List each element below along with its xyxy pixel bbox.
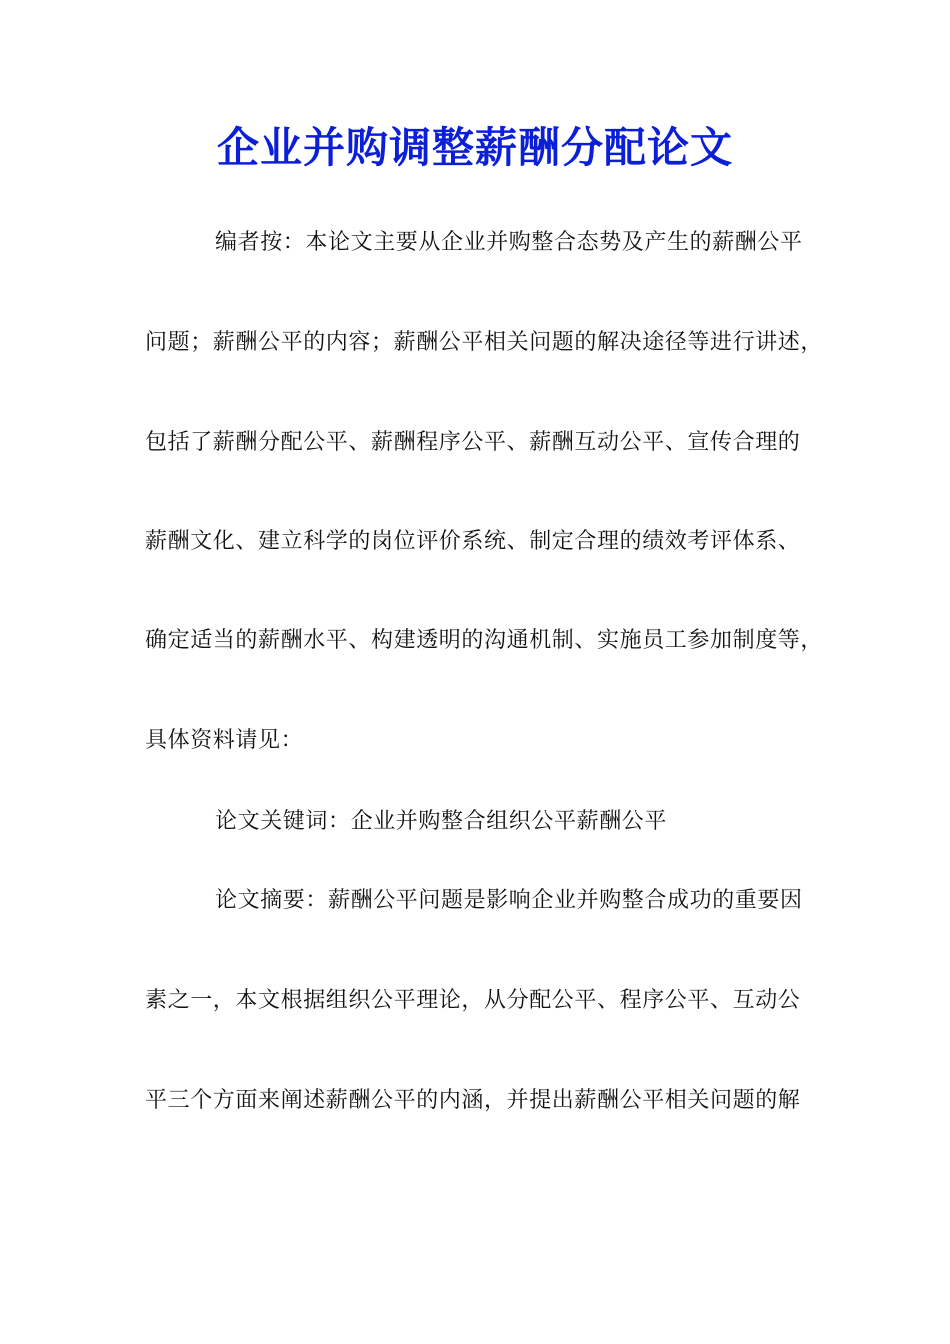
editor-note-line: 编者按：本论文主要从企业并购整合态势及产生的薪酬公平 xyxy=(215,230,803,255)
body-text-line: 薪酬文化、建立科学的岗位评价系统、制定合理的绩效考评体系、 xyxy=(145,529,801,554)
body-text-line: 素之一，本文根据组织公平理论，从分配公平、程序公平、互动公 xyxy=(145,988,801,1013)
abstract-line: 论文摘要：薪酬公平问题是影响企业并购整合成功的重要因 xyxy=(215,888,803,913)
document-title: 企业并购调整薪酬分配论文 xyxy=(216,123,733,172)
body-text-line: 具体资料请见： xyxy=(145,728,304,753)
body-text-line: 包括了薪酬分配公平、薪酬程序公平、薪酬互动公平、宣传合理的 xyxy=(145,430,801,455)
keywords-line: 论文关键词：企业并购整合组织公平薪酬公平 xyxy=(215,809,668,834)
body-text-line: 平三个方面来阐述薪酬公平的内涵，并提出薪酬公平相关问题的解 xyxy=(145,1088,801,1113)
body-text-line: 确定适当的薪酬水平、构建透明的沟通机制、实施员工参加制度等， xyxy=(145,628,824,653)
body-text-line: 问题；薪酬公平的内容；薪酬公平相关问题的解决途径等进行讲述， xyxy=(145,330,824,355)
